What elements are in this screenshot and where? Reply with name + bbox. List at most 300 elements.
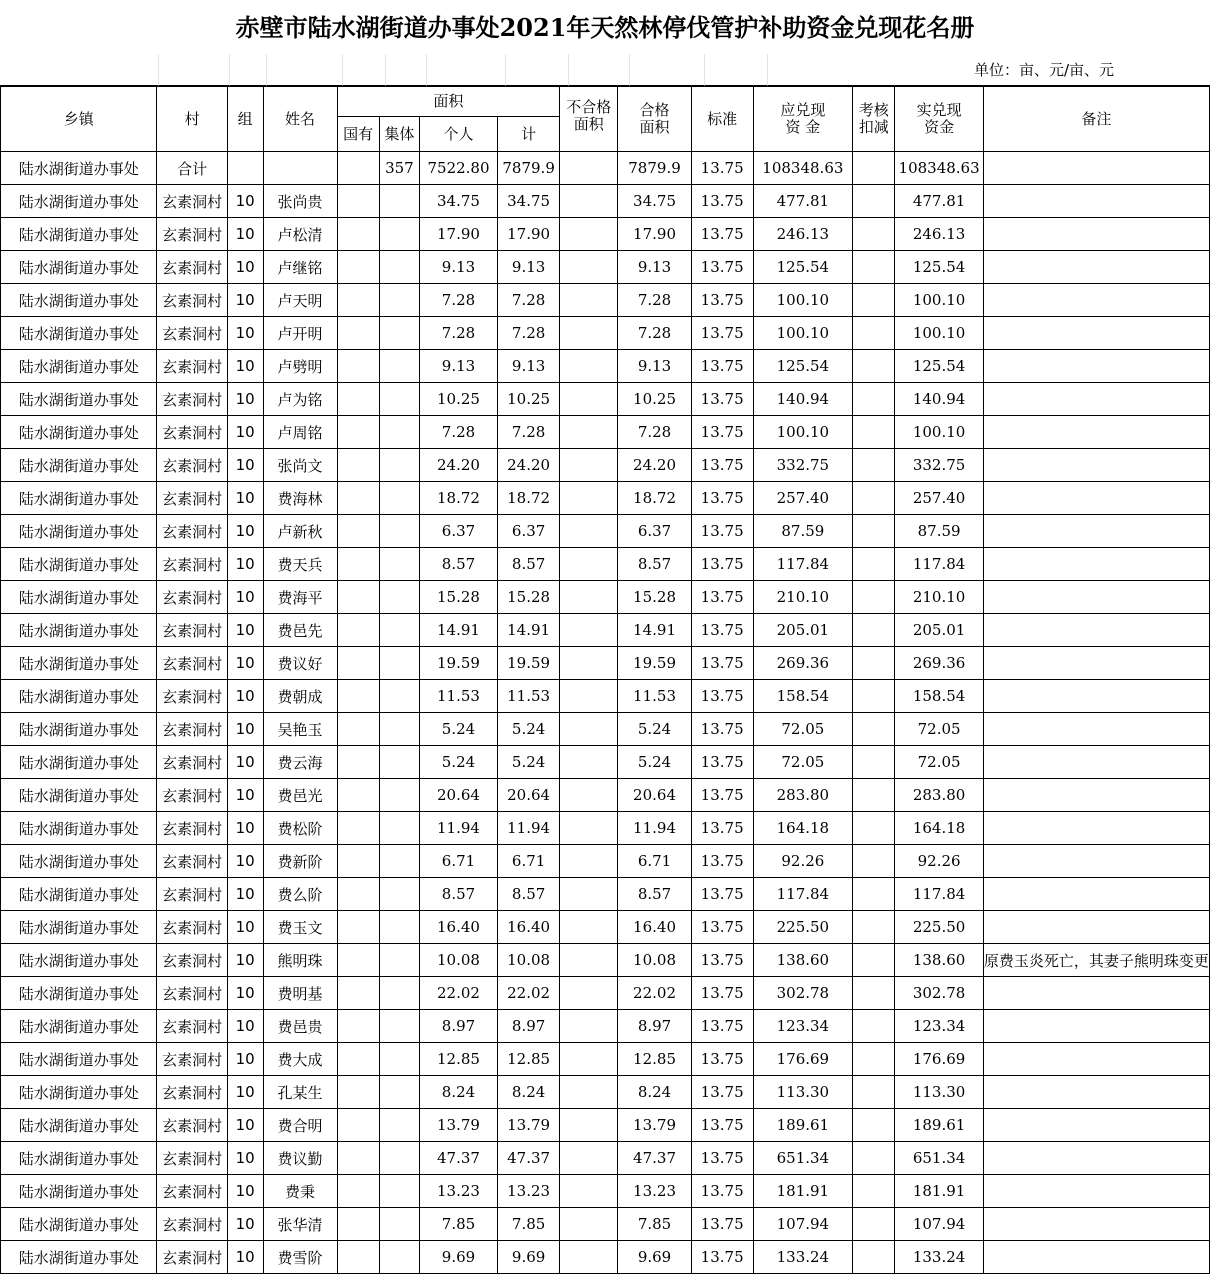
blank-cell (0, 54, 159, 86)
cell-individual: 34.75 (420, 185, 498, 218)
header-paid-amount: 实兑现 资金 (895, 87, 984, 152)
cell-unqualified (560, 350, 618, 383)
cell-unqualified (560, 845, 618, 878)
cell-qualified: 8.24 (618, 1076, 692, 1109)
cell-remark (983, 779, 1209, 812)
cell-name: 费大成 (263, 1043, 337, 1076)
cell-total: 13.23 (497, 1175, 559, 1208)
cell-total: 8.97 (497, 1010, 559, 1043)
cell-remark (983, 1208, 1209, 1241)
cell-town: 陆水湖街道办事处 (1, 416, 157, 449)
cell-individual: 5.24 (420, 746, 498, 779)
table-row (1, 1010, 1210, 1043)
cell-state-owned (337, 218, 379, 251)
cell-unqualified (560, 1241, 618, 1274)
cell-remark (983, 977, 1209, 1010)
cell-individual: 6.71 (420, 845, 498, 878)
cell-individual: 10.25 (420, 383, 498, 416)
cell-due: 100.10 (753, 284, 853, 317)
cell-group: 10 (227, 317, 263, 350)
cell-due: 113.30 (753, 1076, 853, 1109)
cell-remark (983, 911, 1209, 944)
cell-paid: 651.34 (895, 1142, 984, 1175)
cell-remark (983, 350, 1209, 383)
cell-name: 费新阶 (263, 845, 337, 878)
cell-standard: 13.75 (691, 911, 753, 944)
cell-paid: 125.54 (895, 251, 984, 284)
cell-unqualified (560, 713, 618, 746)
cell-state-owned (337, 515, 379, 548)
cell-name: 费海平 (263, 581, 337, 614)
cell-qualified: 19.59 (618, 647, 692, 680)
cell-collective (379, 746, 419, 779)
cell-group: 10 (227, 845, 263, 878)
cell-individual: 11.94 (420, 812, 498, 845)
cell-deduct (853, 1010, 895, 1043)
table-header (1, 87, 1210, 152)
cell-remark (983, 548, 1209, 581)
cell-due: 140.94 (753, 383, 853, 416)
cell-collective (379, 911, 419, 944)
cell-unqualified (560, 1043, 618, 1076)
cell-town: 陆水湖街道办事处 (1, 383, 157, 416)
cell-village: 玄素洞村 (157, 779, 227, 812)
table-row (1, 218, 1210, 251)
cell-standard: 13.75 (691, 416, 753, 449)
cell-deduct (853, 911, 895, 944)
cell-unqualified (560, 1208, 618, 1241)
cell-collective (379, 680, 419, 713)
cell-town: 陆水湖街道办事处 (1, 548, 157, 581)
table-row (1, 779, 1210, 812)
cell-name: 费么阶 (263, 878, 337, 911)
cell-paid: 113.30 (895, 1076, 984, 1109)
cell-name: 张尚文 (263, 449, 337, 482)
cell-standard: 13.75 (691, 218, 753, 251)
cell-standard: 13.75 (691, 1043, 753, 1076)
cell-due: 117.84 (753, 548, 853, 581)
cell-deduct (853, 152, 895, 185)
cell-village: 玄素洞村 (157, 746, 227, 779)
cell-village: 玄素洞村 (157, 383, 227, 416)
cell-individual: 7522.80 (420, 152, 498, 185)
cell-village: 玄素洞村 (157, 647, 227, 680)
table-row (1, 1076, 1210, 1109)
header-individual: 个人 (420, 117, 498, 152)
header-name: 姓名 (263, 87, 337, 152)
cell-group: 10 (227, 1241, 263, 1274)
cell-name: 费邑贵 (263, 1010, 337, 1043)
cell-state-owned (337, 812, 379, 845)
cell-state-owned (337, 1043, 379, 1076)
cell-standard: 13.75 (691, 713, 753, 746)
cell-standard: 13.75 (691, 152, 753, 185)
cell-town: 陆水湖街道办事处 (1, 251, 157, 284)
cell-paid: 87.59 (895, 515, 984, 548)
cell-total: 47.37 (497, 1142, 559, 1175)
cell-individual: 8.57 (420, 548, 498, 581)
blank-cell (159, 54, 230, 86)
cell-qualified: 11.94 (618, 812, 692, 845)
cell-state-owned (337, 845, 379, 878)
cell-village: 玄素洞村 (157, 581, 227, 614)
cell-collective (379, 581, 419, 614)
cell-paid: 100.10 (895, 416, 984, 449)
cell-paid: 210.10 (895, 581, 984, 614)
header-remark: 备注 (983, 87, 1209, 152)
cell-deduct (853, 218, 895, 251)
cell-qualified: 20.64 (618, 779, 692, 812)
cell-collective (379, 1010, 419, 1043)
cell-deduct (853, 416, 895, 449)
cell-deduct (853, 350, 895, 383)
table-row (1, 482, 1210, 515)
cell-unqualified (560, 812, 618, 845)
cell-group: 10 (227, 449, 263, 482)
cell-collective (379, 1208, 419, 1241)
cell-standard: 13.75 (691, 1109, 753, 1142)
cell-group: 10 (227, 515, 263, 548)
cell-deduct (853, 1142, 895, 1175)
cell-collective (379, 779, 419, 812)
cell-town: 陆水湖街道办事处 (1, 1241, 157, 1274)
cell-village: 玄素洞村 (157, 911, 227, 944)
cell-town: 陆水湖街道办事处 (1, 449, 157, 482)
cell-paid: 100.10 (895, 317, 984, 350)
cell-qualified: 7.85 (618, 1208, 692, 1241)
cell-town: 陆水湖街道办事处 (1, 515, 157, 548)
cell-qualified: 13.79 (618, 1109, 692, 1142)
cell-group: 10 (227, 1043, 263, 1076)
cell-state-owned (337, 1241, 379, 1274)
unit-label: 单位：亩、元/亩、元 (973, 61, 1114, 79)
cell-total: 8.24 (497, 1076, 559, 1109)
cell-village: 玄素洞村 (157, 449, 227, 482)
cell-group: 10 (227, 779, 263, 812)
cell-name: 费议勤 (263, 1142, 337, 1175)
cell-remark (983, 713, 1209, 746)
cell-paid: 181.91 (895, 1175, 984, 1208)
cell-remark (983, 152, 1209, 185)
cell-paid: 138.60 (895, 944, 984, 977)
cell-town: 陆水湖街道办事处 (1, 1076, 157, 1109)
cell-total: 7.28 (497, 416, 559, 449)
cell-deduct (853, 251, 895, 284)
cell-state-owned (337, 1142, 379, 1175)
cell-standard: 13.75 (691, 482, 753, 515)
cell-deduct (853, 746, 895, 779)
cell-town: 陆水湖街道办事处 (1, 350, 157, 383)
cell-state-owned (337, 1010, 379, 1043)
cell-qualified: 47.37 (618, 1142, 692, 1175)
cell-name: 费玉文 (263, 911, 337, 944)
cell-individual: 7.28 (420, 317, 498, 350)
cell-group: 10 (227, 383, 263, 416)
cell-state-owned (337, 548, 379, 581)
cell-standard: 13.75 (691, 383, 753, 416)
cell-due: 158.54 (753, 680, 853, 713)
cell-standard: 13.75 (691, 878, 753, 911)
cell-town: 陆水湖街道办事处 (1, 1142, 157, 1175)
cell-standard: 13.75 (691, 1142, 753, 1175)
cell-group: 10 (227, 647, 263, 680)
cell-deduct (853, 845, 895, 878)
cell-qualified: 22.02 (618, 977, 692, 1010)
cell-collective (379, 647, 419, 680)
cell-name: 张华清 (263, 1208, 337, 1241)
table-row (1, 581, 1210, 614)
cell-remark (983, 614, 1209, 647)
cell-unqualified (560, 185, 618, 218)
cell-village: 玄素洞村 (157, 812, 227, 845)
cell-individual: 22.02 (420, 977, 498, 1010)
cell-total: 12.85 (497, 1043, 559, 1076)
cell-due: 246.13 (753, 218, 853, 251)
cell-individual: 8.57 (420, 878, 498, 911)
cell-individual: 7.28 (420, 284, 498, 317)
cell-unqualified (560, 515, 618, 548)
table-row (1, 845, 1210, 878)
blank-cell (630, 54, 705, 86)
cell-paid: 205.01 (895, 614, 984, 647)
cell-deduct (853, 515, 895, 548)
cell-collective (379, 845, 419, 878)
cell-unqualified (560, 1109, 618, 1142)
cell-standard: 13.75 (691, 944, 753, 977)
cell-qualified: 16.40 (618, 911, 692, 944)
table-row (1, 383, 1210, 416)
cell-state-owned (337, 317, 379, 350)
cell-standard: 13.75 (691, 812, 753, 845)
cell-group: 10 (227, 218, 263, 251)
cell-total: 19.59 (497, 647, 559, 680)
cell-individual: 18.72 (420, 482, 498, 515)
cell-unqualified (560, 218, 618, 251)
cell-collective: 357 (379, 152, 419, 185)
cell-remark (983, 515, 1209, 548)
cell-standard: 13.75 (691, 350, 753, 383)
cell-paid: 257.40 (895, 482, 984, 515)
cell-state-owned (337, 350, 379, 383)
cell-remark (983, 581, 1209, 614)
cell-unqualified (560, 911, 618, 944)
cell-collective (379, 218, 419, 251)
cell-unqualified (560, 449, 618, 482)
cell-group: 10 (227, 746, 263, 779)
cell-individual: 19.59 (420, 647, 498, 680)
cell-individual: 9.69 (420, 1241, 498, 1274)
cell-unqualified (560, 614, 618, 647)
cell-name: 吴艳玉 (263, 713, 337, 746)
cell-deduct (853, 977, 895, 1010)
cell-total: 22.02 (497, 977, 559, 1010)
cell-village: 玄素洞村 (157, 614, 227, 647)
cell-due: 107.94 (753, 1208, 853, 1241)
table-row (1, 548, 1210, 581)
cell-collective (379, 482, 419, 515)
cell-deduct (853, 713, 895, 746)
cell-due: 133.24 (753, 1241, 853, 1274)
cell-unqualified (560, 944, 618, 977)
cell-qualified: 7.28 (618, 416, 692, 449)
cell-individual: 13.23 (420, 1175, 498, 1208)
cell-state-owned (337, 779, 379, 812)
table-row (1, 977, 1210, 1010)
header-village: 村 (157, 87, 227, 152)
cell-name: 卢劈明 (263, 350, 337, 383)
cell-standard: 13.75 (691, 284, 753, 317)
cell-paid: 72.05 (895, 746, 984, 779)
cell-individual: 7.28 (420, 416, 498, 449)
cell-total: 13.79 (497, 1109, 559, 1142)
cell-paid: 107.94 (895, 1208, 984, 1241)
cell-deduct (853, 614, 895, 647)
cell-due: 205.01 (753, 614, 853, 647)
cell-unqualified (560, 581, 618, 614)
cell-town: 陆水湖街道办事处 (1, 185, 157, 218)
cell-due: 189.61 (753, 1109, 853, 1142)
table-row (1, 284, 1210, 317)
header-collective: 集体 (379, 117, 419, 152)
cell-group: 10 (227, 1175, 263, 1208)
cell-remark (983, 317, 1209, 350)
cell-individual: 9.13 (420, 350, 498, 383)
cell-deduct (853, 1241, 895, 1274)
cell-town: 陆水湖街道办事处 (1, 1010, 157, 1043)
cell-due: 125.54 (753, 251, 853, 284)
cell-remark (983, 1241, 1209, 1274)
cell-remark (983, 185, 1209, 218)
cell-qualified: 13.23 (618, 1175, 692, 1208)
table-row (1, 812, 1210, 845)
cell-paid: 176.69 (895, 1043, 984, 1076)
cell-standard: 13.75 (691, 1208, 753, 1241)
cell-total: 20.64 (497, 779, 559, 812)
cell-collective (379, 1175, 419, 1208)
cell-due: 283.80 (753, 779, 853, 812)
cell-total: 14.91 (497, 614, 559, 647)
cell-qualified: 7.28 (618, 317, 692, 350)
cell-standard: 13.75 (691, 251, 753, 284)
cell-total: 7879.9 (497, 152, 559, 185)
cell-village: 玄素洞村 (157, 1175, 227, 1208)
cell-due: 117.84 (753, 878, 853, 911)
cell-collective (379, 1076, 419, 1109)
cell-deduct (853, 812, 895, 845)
table-row (1, 944, 1210, 977)
cell-remark (983, 1010, 1209, 1043)
table-row (1, 1241, 1210, 1274)
cell-due: 72.05 (753, 746, 853, 779)
cell-paid: 108348.63 (895, 152, 984, 185)
cell-unqualified (560, 284, 618, 317)
cell-due: 332.75 (753, 449, 853, 482)
cell-remark: 原费玉炎死亡，其妻子熊明珠变更 (983, 944, 1209, 977)
cell-village: 玄素洞村 (157, 1142, 227, 1175)
cell-collective (379, 977, 419, 1010)
cell-standard: 13.75 (691, 1241, 753, 1274)
cell-state-owned (337, 647, 379, 680)
cell-collective (379, 1142, 419, 1175)
cell-village: 玄素洞村 (157, 218, 227, 251)
cell-name: 卢周铭 (263, 416, 337, 449)
cell-qualified: 34.75 (618, 185, 692, 218)
cell-unqualified (560, 383, 618, 416)
table-row (1, 614, 1210, 647)
cell-qualified: 10.08 (618, 944, 692, 977)
cell-town: 陆水湖街道办事处 (1, 317, 157, 350)
cell-collective (379, 350, 419, 383)
blank-cell (569, 54, 630, 86)
cell-individual: 8.24 (420, 1076, 498, 1109)
cell-qualified: 7.28 (618, 284, 692, 317)
cell-standard: 13.75 (691, 581, 753, 614)
cell-group: 10 (227, 944, 263, 977)
table-row (1, 1142, 1210, 1175)
cell-standard: 13.75 (691, 185, 753, 218)
cell-remark (983, 647, 1209, 680)
cell-due: 123.34 (753, 1010, 853, 1043)
cell-total: 9.69 (497, 1241, 559, 1274)
table-row (1, 1208, 1210, 1241)
cell-group: 10 (227, 878, 263, 911)
cell-individual: 7.85 (420, 1208, 498, 1241)
cell-group: 10 (227, 1142, 263, 1175)
cell-total: 11.94 (497, 812, 559, 845)
cell-state-owned (337, 449, 379, 482)
header-group: 组 (227, 87, 263, 152)
cell-town: 陆水湖街道办事处 (1, 614, 157, 647)
cell-standard: 13.75 (691, 647, 753, 680)
cell-town: 陆水湖街道办事处 (1, 746, 157, 779)
cell-name: 卢开明 (263, 317, 337, 350)
blank-cell (343, 54, 386, 86)
cell-group: 10 (227, 548, 263, 581)
cell-town: 陆水湖街道办事处 (1, 845, 157, 878)
table-row (1, 515, 1210, 548)
cell-town: 陆水湖街道办事处 (1, 779, 157, 812)
cell-name: 费邑光 (263, 779, 337, 812)
cell-deduct (853, 779, 895, 812)
cell-due: 225.50 (753, 911, 853, 944)
cell-deduct (853, 1076, 895, 1109)
cell-due: 302.78 (753, 977, 853, 1010)
cell-state-owned (337, 878, 379, 911)
cell-name: 卢继铭 (263, 251, 337, 284)
cell-remark (983, 812, 1209, 845)
cell-group: 10 (227, 977, 263, 1010)
cell-paid: 189.61 (895, 1109, 984, 1142)
cell-unqualified (560, 317, 618, 350)
cell-collective (379, 383, 419, 416)
cell-paid: 125.54 (895, 350, 984, 383)
cell-name: 卢松清 (263, 218, 337, 251)
cell-paid: 332.75 (895, 449, 984, 482)
cell-village: 玄素洞村 (157, 713, 227, 746)
cell-total: 9.13 (497, 251, 559, 284)
cell-total: 17.90 (497, 218, 559, 251)
cell-collective (379, 1109, 419, 1142)
cell-due: 269.36 (753, 647, 853, 680)
cell-paid: 123.34 (895, 1010, 984, 1043)
cell-remark (983, 680, 1209, 713)
cell-qualified: 6.71 (618, 845, 692, 878)
cell-name (263, 152, 337, 185)
cell-paid: 269.36 (895, 647, 984, 680)
cell-group: 10 (227, 1208, 263, 1241)
cell-town: 陆水湖街道办事处 (1, 977, 157, 1010)
cell-total: 5.24 (497, 713, 559, 746)
